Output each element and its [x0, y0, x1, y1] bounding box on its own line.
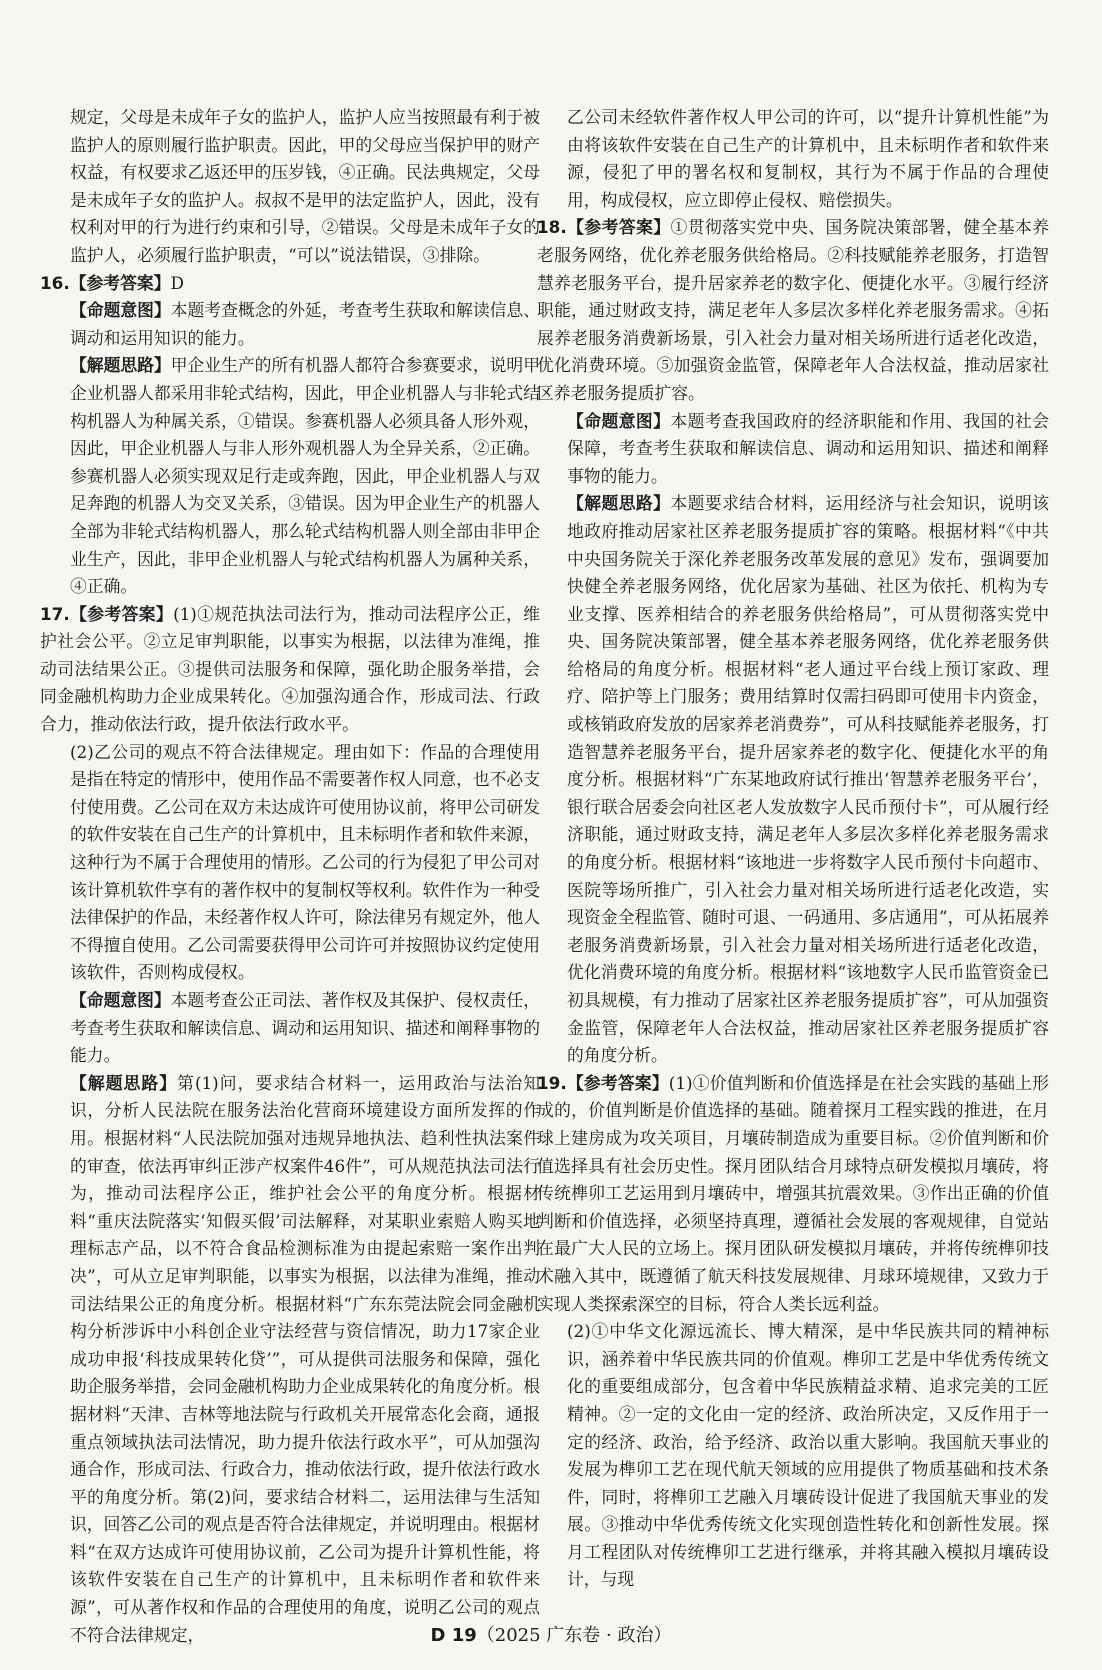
q16-answer: 16.【参考答案】D — [40, 272, 184, 293]
q19-answer-1: 19.【参考答案】(1)①价值判断和价值选择是在社会实践的基础上形成的，价值判断是价值选择的基础。随着探月工程实践的推进，在月球上建房成为攻关项目，月壤砖制造成为重要目标。②价值判断和价值选择具有社会历史性。探月团队结合月球特点研发模拟月壤砖，将传统榫卯工艺运用到月壤砖中，增强其抗震效果。③作出正确的价值判断和价值选择，必须坚持真理，遵循社会发展的客观规律，自觉站在最广大人民的立场上。探月团队研发模拟月壤砖，并将传统榫卯技术融入其中，既遵循了航天科技发展规律、月球环境规律，又致力于实现人类探索深空的目标，符合人类长远利益。 — [537, 1072, 1049, 1314]
q17-continuation: 乙公司未经软件著作权人甲公司的许可，以“提升计算机性能”为由将该软件安装在自己生产的计算机中，且未标明作者和软件来源，侵犯了甲的署名权和复制权，其行为不属于作品的合理使用，构成侵权，应立即停止侵权、赔偿损失。 — [567, 107, 1049, 210]
q15-continuation: 规定，父母是未成年子女的监护人，监护人应当按照最有利于被监护人的原则履行监护职责。因此，甲的父母应当保护甲的财产权益，有权要求乙返还甲的压岁钱，④正确。民法典规定，父母是未成年子女的监护人。叔叔不是甲的法定监护人，因此，没有权利对甲的行为进行约束和引导，②错误。父母是未成年子女的监护人，必须履行监护职责，“可以”说法错误，③排除。 — [70, 107, 540, 265]
page-number: D 19 — [430, 1625, 477, 1646]
q16-intent: 【命题意图】本题考查概念的外延，考查考生获取和解读信息、调动和运用知识的能力。 — [70, 300, 540, 348]
q16-number: 16. — [40, 272, 70, 293]
q18-answer: 18.【参考答案】①贯彻落实党中央、国务院决策部署，健全基本养老服务网络，优化养老服务供给格局。②科技赋能养老服务，打造智慧养老服务平台，提升居家养老的数字化、便捷化水平。③履行经济职能，通过财政支持，满足老年人多层次多样化养老服务需求。④拓展养老服务消费新场景，引入社会力量对相关场所进行适老化改造，优化消费环境。⑤加强资金监管，保障老年人合法权益，推动居家社区养老服务提质扩容。 — [537, 217, 1049, 403]
left-column — [40, 104, 540, 1649]
q17-number: 17. — [40, 603, 70, 624]
q17-intent: 【命题意图】本题考查公正司法、著作权及其保护、侵权责任，考查考生获取和解读信息、调动和运用知识、描述和阐释事物的能力。 — [70, 990, 540, 1066]
q17-answer-2: (2)乙公司的观点不符合法律规定。理由如下：作品的合理使用是指在特定的情形中，使用作品不需要著作权人同意，也不必支付使用费。乙公司在双方未达成许可使用协议前，将甲公司研发的软件安装在自己生产的计算机中，且未标明作者和软件来源，这种行为不属于合理使用的情形。乙公司的行为侵犯了甲公司对该计算机软件享有的著作权中的复制权等权利。软件作为一种受法律保护的作品，未经著作权人许可，除法律另有规定外，他人不得擅自使用。乙公司需要获得甲公司许可并按照协议约定使用该软件，否则构成侵权。 — [70, 741, 540, 983]
q17-idea: 【解题思路】第(1)问，要求结合材料一，运用政治与法治知识，分析人民法院在服务法治化营商环境建设方面所发挥的作用。根据材料“人民法院加强对违规异地执法、趋利性执法案件的审查，依法再审纠正涉产权案件46件”，可从规范执法司法行为，推动司法程序公正，维护社会公平的角度分析。根据材料“重庆法院落实‘知假买假’司法解释，对某职业索赔人购买地理标志产品，以不符合食品检测标准为由提起索赔一案作出判决”，可从立足审判职能，以事实为根据，以法律为准绳，推动司法结果公正的角度分析。根据材料“广东东莞法院会同金融机构分析涉诉中小科创企业守法经营与资信情况，助力17家企业成功申报‘科技成果转化贷’”，可从提供司法服务和保障，强化助企服务举措，会同金融机构助力企业成果转化的角度分析。根据材料“天津、吉林等地法院与行政机关开展常态化会商，通报重点领域执法司法情况，助力提升依法行政水平”，可从加强沟通合作，形成司法、行政合力，推动依法行政，提升依法行政水平的角度分析。第(2)问，要求结合材料二，运用法律与生活知识，回答乙公司的观点是否符合法律规定，并说明理由。根据材料“在双方达成许可使用协议前，乙公司为提升计算机性能，将该软件安装在自己生产的计算机中，且未标明作者和软件来源”，可从著作权和作品的合理使用的角度，说明乙公司的观点不符合法律规定， — [70, 1072, 540, 1645]
right-column — [537, 104, 1049, 1594]
q18-intent: 【命题意图】本题考查我国政府的经济职能和作用、我国的社会保障，考查考生获取和解读信息、调动和运用知识、描述和阐释事物的能力。 — [567, 410, 1049, 486]
q19-number: 19. — [537, 1072, 567, 1093]
page-footer — [0, 1621, 1102, 1647]
q19-answer-2: (2)①中华文化源远流长、博大精深，是中华民族共同的精神标识，涵养着中华民族共同的价值观。榫卯工艺是中华优秀传统文化的重要组成部分，包含着中华民族精益求精、追求完美的工匠精神。②一定的文化由一定的经济、政治所决定，又反作用于一定的经济、政治，给予经济、政治以重大影响。我国航天事业的发展为榫卯工艺在现代航天领域的应用提供了物质基础和技术条件，同时，将榫卯工艺融入月壤砖设计促进了我国航天事业的发展。③推动中华优秀传统文化实现创造性转化和创新性发展。探月工程团队对传统榫卯工艺进行继承，并将其融入模拟月壤砖设计，与现 — [567, 1321, 1049, 1590]
q17-answer-1: 17.【参考答案】(1)①规范执法司法行为，推动司法程序公正，维护社会公平。②立足审判职能，以事实为根据，以法律为准绳，推动司法结果公正。③提供司法服务和保障，强化助企服务举措，会同金融机构助力企业成果转化。④加强沟通合作，形成司法、行政合力，推动依法行政，提升依法行政水平。 — [40, 603, 540, 735]
q18-idea: 【解题思路】本题要求结合材料，运用经济与社会知识，说明该地政府推动居家社区养老服务提质扩容的策略。根据材料“《中共中央国务院关于深化养老服务改革发展的意见》发布，强调要加快健全养老服务网络，优化居家为基础、社区为依托、机构为专业支撑、医养相结合的养老服务供给格局”，可从贯彻落实党中央、国务院决策部署，健全基本养老服务网络，优化养老服务供给格局的角度分析。根据材料“老人通过平台线上预订家政、理疗、陪护等上门服务；费用结算时仅需扫码即可使用卡内资金，或核销政府发放的居家养老消费券”，可从科技赋能养老服务，打造智慧养老服务平台，提升居家养老的数字化、便捷化水平的角度分析。根据材料“广东某地政府试行推出‘智慧养老服务平台’，银行联合居委会向社区老人发放数字人民币预付卡”，可从履行经济职能，通过财政支持，满足老年人多层次多样化养老服务需求的角度分析。根据材料“该地进一步将数字人民币预付卡向超市、医院等场所推广，引入社会力量对相关场所进行适老化改造，实现资金全程监管、随时可退、一码通用、多店通用”，可从拓展养老服务消费新场景，引入社会力量对相关场所进行适老化改造，优化消费环境的角度分析。根据材料“该地数字人民币监管资金已初具规模，有力推动了居家社区养老服务提质扩容”，可从加强资金监管，保障老年人合法权益，推动居家社区养老服务提质扩容的角度分析。 — [567, 493, 1049, 1066]
q18-number: 18. — [537, 217, 567, 238]
q16-idea: 【解题思路】甲企业生产的所有机器人都符合参赛要求，说明甲企业机器人都采用非轮式结构，因此，甲企业机器人与非轮式结构机器人为种属关系，①错误。参赛机器人必须具备人形外观，因此，甲企业机器人与非人形外观机器人为全异关系，②正确。参赛机器人必须实现双足行走或奔跑，因此，甲企业机器人与双足奔跑的机器人为交叉关系，③错误。因为甲企业生产的机器人全部为非轮式结构机器人，那么轮式结构机器人则全部由非甲企业生产，因此，非甲企业机器人与轮式结构机器人为属种关系，④正确。 — [70, 355, 540, 597]
exam-info: （2025 广东卷 · 政治） — [476, 1625, 672, 1646]
